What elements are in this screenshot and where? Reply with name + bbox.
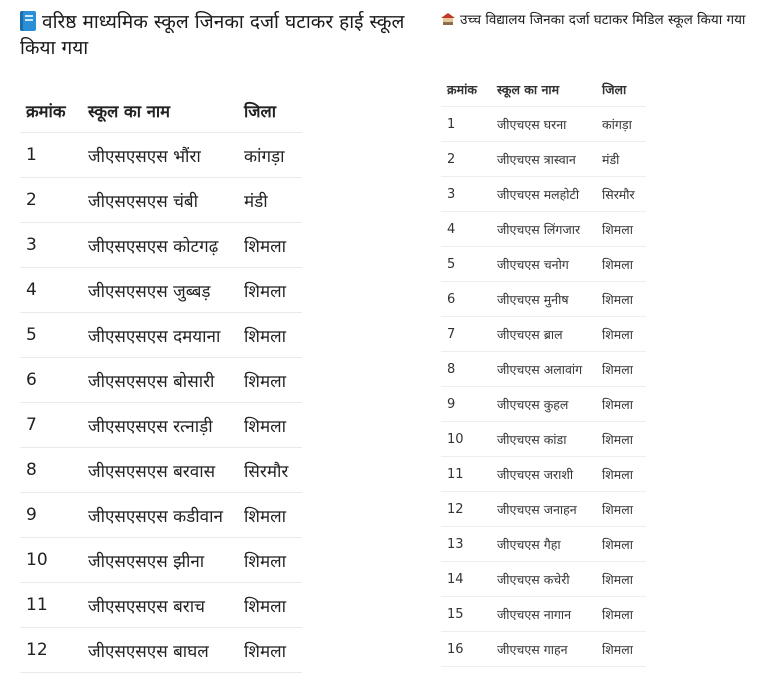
table-header-row — [20, 88, 302, 133]
table-row — [441, 352, 646, 387]
header-district: जिला — [244, 88, 302, 133]
cell-serial: 6 — [20, 358, 88, 403]
cell-school-name: जीएसएसएस बरवास — [88, 448, 244, 493]
cell-district: शिमला — [602, 387, 646, 422]
cell-school-name: जीएचएस जराशी — [497, 457, 602, 492]
cell-serial: 5 — [441, 247, 497, 282]
table-row — [441, 597, 646, 632]
cell-school-name: जीएचएस ब्राल — [497, 317, 602, 352]
cell-district: शिमला — [602, 422, 646, 457]
table-header-row — [441, 72, 646, 107]
cell-district: शिमला — [602, 492, 646, 527]
cell-district: शिमला — [602, 212, 646, 247]
cell-district: शिमला — [602, 632, 646, 667]
table-row — [20, 223, 302, 268]
book-icon — [20, 11, 36, 31]
cell-school-name: जीएसएसएस कोटगढ़ — [88, 223, 244, 268]
cell-district: शिमला — [244, 403, 302, 448]
cell-serial: 1 — [441, 107, 497, 142]
cell-school-name: जीएसएसएस रत्नाड़ी — [88, 403, 244, 448]
senior-secondary-title-text: वरिष्ठ माध्यमिक स्कूल जिनका दर्जा घटाकर हाई स्कूल किया गया — [20, 11, 405, 59]
table-row — [20, 538, 302, 583]
cell-school-name: जीएचएस अलावांग — [497, 352, 602, 387]
header-district: जिला — [602, 72, 646, 107]
cell-school-name: जीएचएस जनाहन — [497, 492, 602, 527]
header-school-name: स्कूल का नाम — [497, 72, 602, 107]
cell-school-name: जीएचएस मलहोटी — [497, 177, 602, 212]
cell-school-name: जीएचएस कचेरी — [497, 562, 602, 597]
cell-serial: 10 — [441, 422, 497, 457]
header-serial: क्रमांक — [441, 72, 497, 107]
cell-serial: 8 — [441, 352, 497, 387]
cell-serial: 13 — [441, 527, 497, 562]
cell-district: मंडी — [602, 142, 646, 177]
cell-school-name: जीएसएसएस भौंरा — [88, 133, 244, 178]
cell-school-name: जीएसएसएस चंबी — [88, 178, 244, 223]
table-row — [20, 628, 302, 673]
cell-district: कांगड़ा — [602, 107, 646, 142]
cell-district: शिमला — [244, 628, 302, 673]
cell-district: शिमला — [244, 223, 302, 268]
table-row — [441, 422, 646, 457]
cell-serial: 10 — [20, 538, 88, 583]
cell-serial: 6 — [441, 282, 497, 317]
cell-serial: 11 — [20, 583, 88, 628]
cell-serial: 15 — [441, 597, 497, 632]
cell-district: शिमला — [602, 247, 646, 282]
cell-serial: 9 — [441, 387, 497, 422]
table-row — [20, 313, 302, 358]
table-row — [20, 178, 302, 223]
cell-serial: 2 — [441, 142, 497, 177]
table-row — [441, 282, 646, 317]
cell-school-name: जीएसएसएस बाघल — [88, 628, 244, 673]
table-row — [441, 317, 646, 352]
cell-district: शिमला — [602, 282, 646, 317]
cell-school-name: जीएसएसएस दमयाना — [88, 313, 244, 358]
table-row — [441, 457, 646, 492]
cell-school-name: जीएसएसएस बराच — [88, 583, 244, 628]
cell-serial: 3 — [441, 177, 497, 212]
table-row — [441, 527, 646, 562]
high-school-title-text: उच्च विद्यालय जिनका दर्जा घटाकर मिडिल स्कूल किया गया — [460, 12, 746, 28]
cell-district: शिमला — [602, 457, 646, 492]
cell-serial: 11 — [441, 457, 497, 492]
cell-district: सिरमौर — [244, 448, 302, 493]
cell-district: शिमला — [244, 583, 302, 628]
cell-serial: 7 — [441, 317, 497, 352]
school-icon — [441, 13, 455, 25]
cell-school-name: जीएसएसएस झीना — [88, 538, 244, 583]
cell-serial: 3 — [20, 223, 88, 268]
cell-serial: 8 — [20, 448, 88, 493]
cell-district: शिमला — [602, 562, 646, 597]
table-row — [441, 107, 646, 142]
high-school-title — [441, 11, 767, 30]
table-row — [20, 133, 302, 178]
cell-serial: 12 — [441, 492, 497, 527]
table-row — [441, 387, 646, 422]
cell-serial: 4 — [20, 268, 88, 313]
cell-district: शिमला — [244, 538, 302, 583]
table-row — [441, 177, 646, 212]
cell-serial: 4 — [441, 212, 497, 247]
cell-serial: 12 — [20, 628, 88, 673]
table-row — [20, 493, 302, 538]
cell-serial: 7 — [20, 403, 88, 448]
cell-district: सिरमौर — [602, 177, 646, 212]
cell-district: मंडी — [244, 178, 302, 223]
cell-school-name: जीएचएस कांडा — [497, 422, 602, 457]
cell-district: शिमला — [244, 358, 302, 403]
cell-district: कांगड़ा — [244, 133, 302, 178]
table-row — [20, 583, 302, 628]
cell-school-name: जीएचएस चनोग — [497, 247, 602, 282]
table-row — [441, 142, 646, 177]
table-row — [441, 247, 646, 282]
cell-district: शिमला — [602, 527, 646, 562]
table-row — [20, 403, 302, 448]
table-row — [441, 632, 646, 667]
cell-school-name: जीएसएसएस जुब्बड़ — [88, 268, 244, 313]
cell-school-name: जीएचएस गैहा — [497, 527, 602, 562]
cell-serial: 14 — [441, 562, 497, 597]
high-school-table — [441, 72, 646, 667]
cell-district: शिमला — [244, 313, 302, 358]
senior-secondary-table — [20, 88, 302, 673]
cell-district: शिमला — [602, 317, 646, 352]
cell-school-name: जीएसएसएस कडीवान — [88, 493, 244, 538]
cell-serial: 1 — [20, 133, 88, 178]
cell-school-name: जीएचएस नागान — [497, 597, 602, 632]
table-row — [20, 358, 302, 403]
cell-school-name: जीएसएसएस बोसारी — [88, 358, 244, 403]
table-row — [441, 492, 646, 527]
cell-serial: 2 — [20, 178, 88, 223]
header-school-name: स्कूल का नाम — [88, 88, 244, 133]
cell-serial: 5 — [20, 313, 88, 358]
cell-school-name: जीएचएस कुहल — [497, 387, 602, 422]
cell-district: शिमला — [602, 597, 646, 632]
table-row — [20, 448, 302, 493]
table-row — [441, 562, 646, 597]
senior-secondary-title — [20, 9, 425, 61]
cell-school-name: जीएचएस घरना — [497, 107, 602, 142]
cell-serial: 9 — [20, 493, 88, 538]
header-serial: क्रमांक — [20, 88, 88, 133]
cell-district: शिमला — [602, 352, 646, 387]
cell-serial: 16 — [441, 632, 497, 667]
cell-district: शिमला — [244, 493, 302, 538]
cell-district: शिमला — [244, 268, 302, 313]
table-row — [20, 268, 302, 313]
cell-school-name: जीएचएस मुनीष — [497, 282, 602, 317]
cell-school-name: जीएचएस त्रास्वान — [497, 142, 602, 177]
cell-school-name: जीएचएस गाहन — [497, 632, 602, 667]
table-row — [441, 212, 646, 247]
cell-school-name: जीएचएस लिंगजार — [497, 212, 602, 247]
